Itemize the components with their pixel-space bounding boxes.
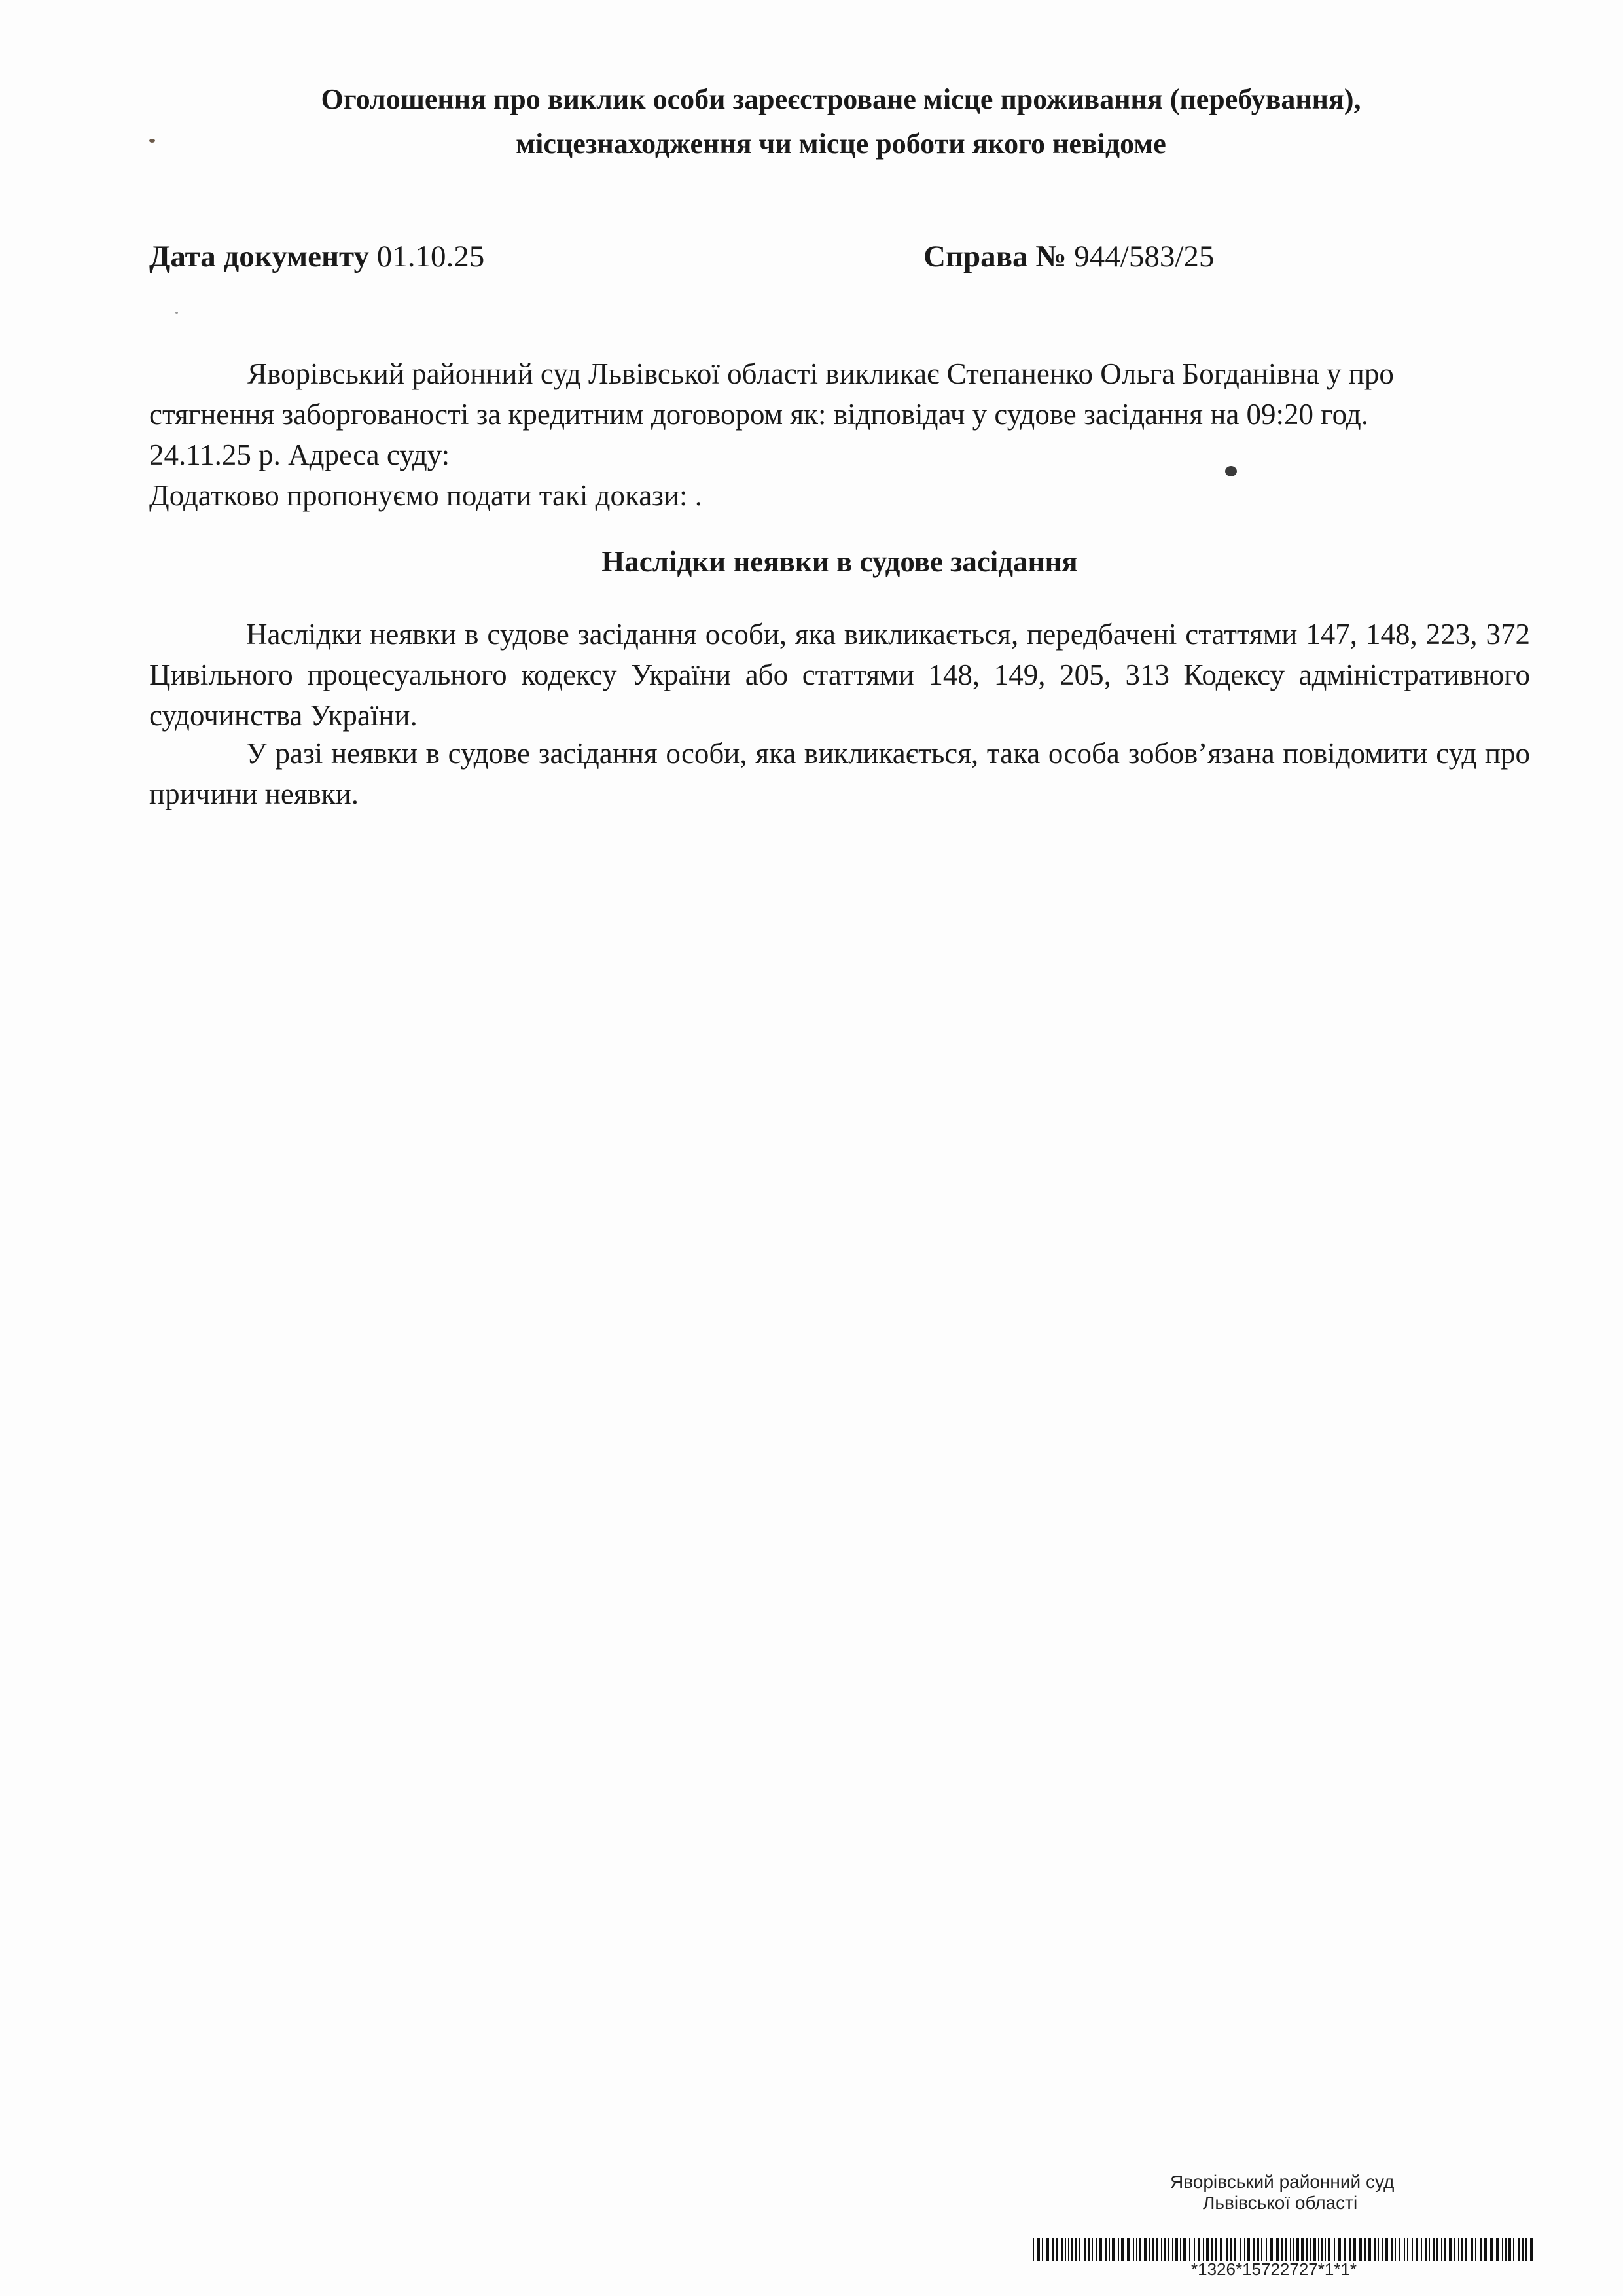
barcode-bar	[1404, 2238, 1405, 2261]
barcode-bar	[1444, 2238, 1446, 2261]
summons-line-1: Яворівський районний суд Львівської області викликає Степаненко Ольга Богданівна у про	[247, 357, 1394, 390]
barcode-bar	[1391, 2238, 1393, 2261]
barcode-bar	[1183, 2238, 1186, 2261]
barcode-bar	[1230, 2238, 1232, 2261]
barcode-bar	[1061, 2238, 1063, 2261]
barcode-bar	[1156, 2238, 1158, 2261]
barcode-bar	[1353, 2238, 1356, 2261]
barcode-bar	[1033, 2238, 1034, 2261]
barcode-bar	[1407, 2238, 1408, 2261]
barcode-bar	[1099, 2238, 1102, 2261]
barcode-bar	[1530, 2238, 1533, 2261]
barcode-bar	[1096, 2238, 1097, 2261]
barcode-bar	[1172, 2238, 1173, 2261]
barcode-bar	[1136, 2238, 1137, 2261]
barcode-bar	[1198, 2238, 1200, 2261]
barcode-bar	[1203, 2238, 1204, 2261]
barcode-bar	[1465, 2238, 1467, 2261]
barcode-bar	[1276, 2238, 1279, 2261]
barcode-bar	[1226, 2238, 1228, 2261]
barcode-bar	[1092, 2238, 1093, 2261]
barcode-bar	[1240, 2238, 1241, 2261]
barcode-bar	[1508, 2238, 1511, 2261]
barcode-bar	[1293, 2238, 1294, 2261]
barcode-bar	[1378, 2238, 1379, 2261]
barcode-bar	[1112, 2238, 1115, 2261]
barcode	[1033, 2238, 1537, 2261]
title-line-1: Оголошення про виклик особи зареєстроване місце проживання (перебування),	[321, 83, 1361, 115]
barcode-bar	[1056, 2238, 1058, 2261]
barcode-bar	[1349, 2238, 1351, 2261]
barcode-bar	[1079, 2238, 1080, 2261]
barcode-bar	[1206, 2238, 1209, 2261]
barcode-bar	[1133, 2238, 1134, 2261]
barcode-bar	[1449, 2238, 1452, 2261]
case-number	[923, 237, 1214, 276]
barcode-bar	[1368, 2238, 1371, 2261]
barcode-bar	[1399, 2238, 1400, 2261]
barcode-bar	[1416, 2238, 1418, 2261]
barcode-bar	[1247, 2238, 1250, 2261]
barcode-bar	[1046, 2238, 1049, 2261]
barcode-bar	[1306, 2238, 1308, 2261]
barcode-bar	[1189, 2238, 1190, 2261]
barcode-bar	[1412, 2238, 1413, 2261]
barcode-bar	[1522, 2238, 1524, 2261]
summons-line-4: Додатково пропонуємо подати такі докази: .	[149, 479, 703, 512]
scan-speck	[149, 139, 155, 143]
barcode-bar	[1109, 2238, 1110, 2261]
barcode-bar	[1429, 2238, 1430, 2261]
barcode-bar	[1211, 2238, 1213, 2261]
barcode-bar	[1270, 2238, 1273, 2261]
summons-line-2: стягнення заборгованості за кредитним договором як: відповідач у судове засідання на 09:20 год.	[149, 398, 1368, 431]
barcode-bar	[1433, 2238, 1435, 2261]
barcode-bar	[1490, 2238, 1493, 2261]
scan-speck	[175, 312, 178, 314]
barcode-bar	[1088, 2238, 1090, 2261]
document-date	[149, 237, 484, 276]
stamp-court-region: Львівської області	[1203, 2193, 1358, 2213]
barcode-bar	[1334, 2238, 1335, 2261]
barcode-bar	[1234, 2238, 1236, 2261]
barcode-bar	[1296, 2238, 1299, 2261]
document-title	[151, 77, 1531, 166]
title-line-2: місцезнаходження чи місце роботи якого невідоме	[516, 128, 1166, 160]
barcode-bar	[1480, 2238, 1482, 2261]
barcode-bar	[1266, 2238, 1267, 2261]
date-label: Дата документу	[149, 240, 370, 274]
barcode-bar	[1075, 2238, 1077, 2261]
barcode-number: *1326*15722727*1*1*	[1191, 2259, 1357, 2279]
barcode-bar	[1071, 2238, 1073, 2261]
barcode-bar	[1484, 2238, 1487, 2261]
barcode-bar	[1321, 2238, 1323, 2261]
date-value: 01.10.25	[376, 240, 485, 274]
barcode-bar	[1374, 2238, 1376, 2261]
barcode-bar	[1505, 2238, 1507, 2261]
barcode-bar	[1068, 2238, 1069, 2261]
barcode-bar	[1037, 2238, 1040, 2261]
barcode-bar	[1359, 2238, 1362, 2261]
barcode-bar	[1215, 2238, 1217, 2261]
barcode-bar	[1149, 2238, 1150, 2261]
barcode-bar	[1301, 2238, 1304, 2261]
barcode-bar	[1139, 2238, 1141, 2261]
barcode-bar	[1344, 2238, 1346, 2261]
barcode-bar	[1328, 2238, 1330, 2261]
barcode-bar	[1194, 2238, 1195, 2261]
barcode-bar	[1220, 2238, 1222, 2261]
barcode-bar	[1525, 2238, 1527, 2261]
barcode-bar	[1168, 2238, 1169, 2261]
barcode-bar	[1454, 2238, 1455, 2261]
barcode-bar	[1441, 2238, 1442, 2261]
barcode-bar	[1084, 2238, 1086, 2261]
scan-speck	[1225, 466, 1237, 476]
barcode-bar	[1318, 2238, 1319, 2261]
barcode-bar	[1105, 2238, 1107, 2261]
barcode-bar	[1127, 2238, 1130, 2261]
barcode-bar	[1257, 2238, 1259, 2261]
barcode-bar	[1338, 2238, 1341, 2261]
barcode-bar	[1461, 2238, 1463, 2261]
barcode-bar	[1385, 2238, 1388, 2261]
barcode-bar	[1436, 2238, 1438, 2261]
consequences-paragraph: Наслідки неявки в судове засідання особи, яка викликається, передбачені статтями 147, 148, 223, 372 Цивільного процесуального кодексу України або статтями 148, 149, 205, 313 Кодексу адміністративного судочинства України.	[149, 618, 1530, 732]
barcode-bar	[1425, 2238, 1427, 2261]
barcode-bar	[1180, 2238, 1181, 2261]
barcode-bar	[1518, 2238, 1520, 2261]
barcode-bar	[1244, 2238, 1245, 2261]
barcode-bar	[1382, 2238, 1383, 2261]
barcode-bar	[1458, 2238, 1459, 2261]
barcode-bar	[1285, 2238, 1287, 2261]
barcode-bar	[1118, 2238, 1119, 2261]
barcode-bar	[1471, 2238, 1473, 2261]
barcode-bar	[1310, 2238, 1311, 2261]
case-value: 944/583/25	[1074, 240, 1215, 274]
barcode-bar	[1325, 2238, 1326, 2261]
barcode-bar	[1313, 2238, 1316, 2261]
barcode-bar	[1065, 2238, 1066, 2261]
barcode-bar	[1042, 2238, 1043, 2261]
barcode-bar	[1144, 2238, 1147, 2261]
barcode-bar	[1253, 2238, 1255, 2261]
barcode-bar	[1364, 2238, 1366, 2261]
summons-paragraph	[149, 353, 1530, 516]
barcode-bar	[1281, 2238, 1283, 2261]
barcode-bar	[1261, 2238, 1262, 2261]
barcode-bar	[1496, 2238, 1499, 2261]
barcode-bar	[1175, 2238, 1178, 2261]
barcode-bar	[1421, 2238, 1422, 2261]
barcode-bar	[1395, 2238, 1396, 2261]
barcode-bar	[1052, 2238, 1054, 2261]
barcode-bar	[1475, 2238, 1476, 2261]
barcode-bar	[1121, 2238, 1124, 2261]
barcode-bar	[1502, 2238, 1503, 2261]
barcode-bar	[1513, 2238, 1514, 2261]
barcode-bar	[1161, 2238, 1162, 2261]
barcode-bar	[1290, 2238, 1291, 2261]
obligation-paragraph: У разі неявки в судове засідання особи, яка викликається, така особа зобов’язана повідомити суд про причини неявки.	[149, 737, 1530, 810]
barcode-bar	[1152, 2238, 1154, 2261]
consequences-heading: Наслідки неявки в судове засідання	[601, 545, 1078, 578]
summons-line-3: 24.11.25 р. Адреса суду:	[149, 439, 450, 471]
stamp-court-name: Яворівський районний суд	[1170, 2172, 1395, 2192]
case-label: Справа №	[923, 240, 1067, 274]
barcode-bar	[1164, 2238, 1166, 2261]
